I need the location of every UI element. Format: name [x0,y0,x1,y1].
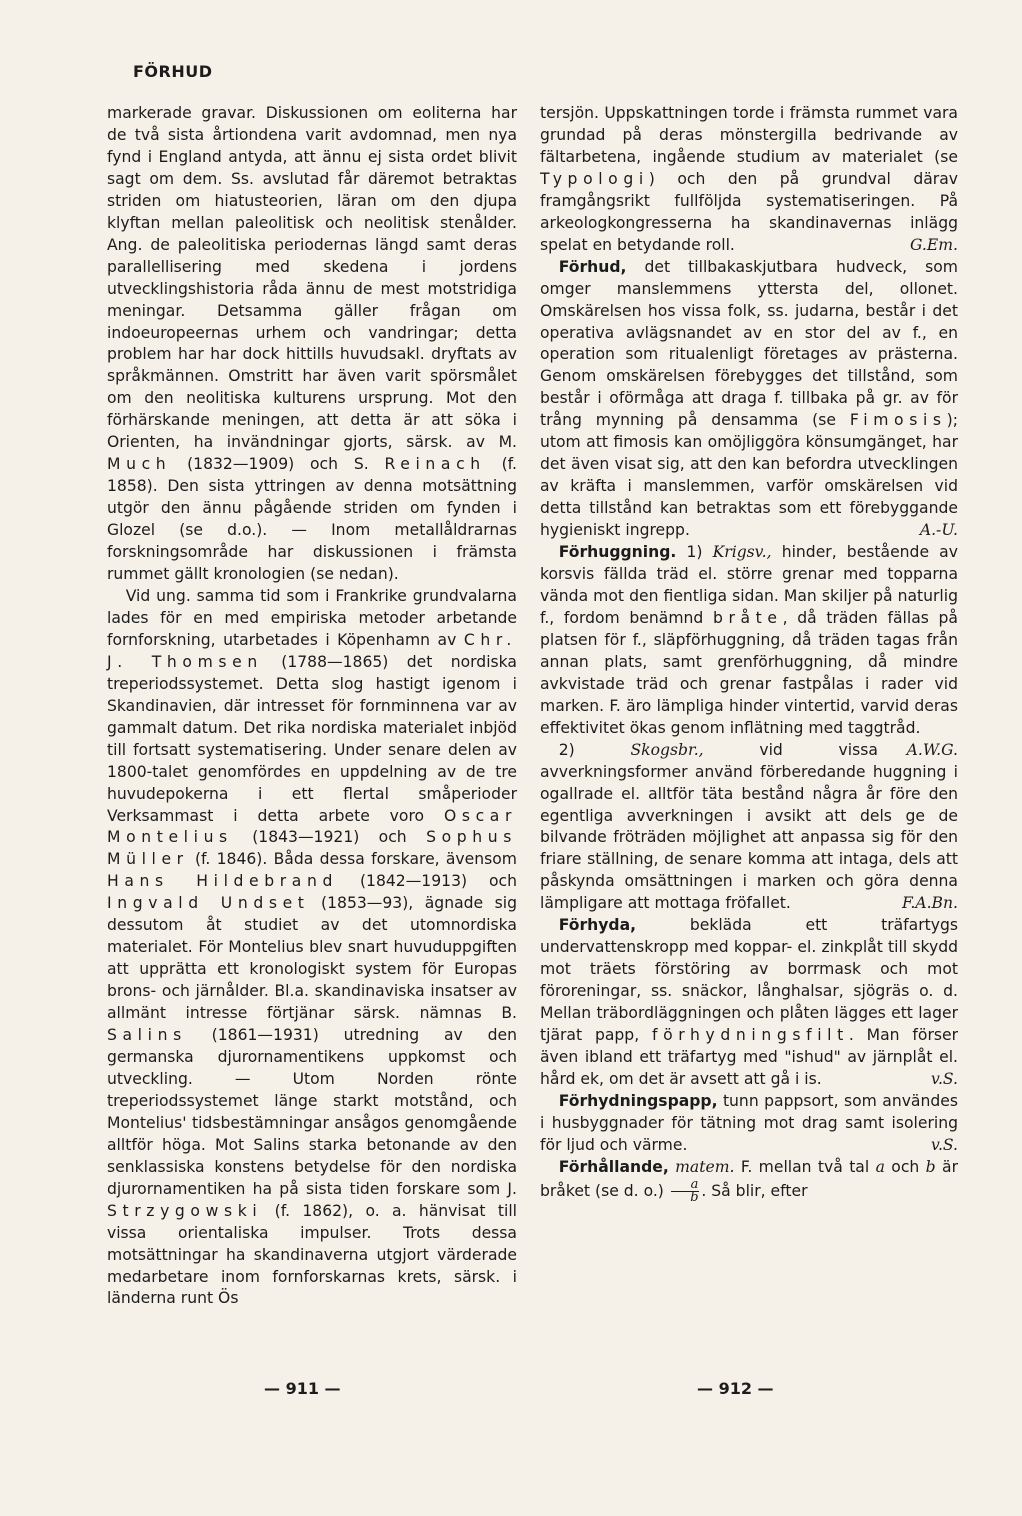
author-signature: v.S. [931,1135,958,1154]
subject-field: Skogsbr., [630,740,704,759]
entry-forhuggning-sense-2 [540,740,958,916]
headword-forhud: Förhud, [558,257,627,276]
text-run: ); utom att fimosis kan omöjliggöra könsumgänget, har det även visat sig, att den kan befordra utvecklingen av kräfta i manslemmen, varför omskärelsen vid detta tillstånd kan betraktas som ett förebyggande hygieniskt ingrepp. [540,411,958,540]
variable-a: a [875,1157,885,1176]
text-run: (f. 1858). Den sista yttringen av denna motsättning utgör den ännu pågående striden om fynden i Glozel (se d.o.). — Inom metallåldrarnas forskningsområde har diskussionen i främsta rummet gällt kronologien (se nedan). [107,455,517,584]
text-run: (1788—1865) det nordiska treperiodssystemet. Detta slog hastigt igenom i Skandinavien, där intresset för fornminnena var av gammalt datum. Det rika nordiska materialet inbjöd till fortsatt systematisering. Under senare delen av 1800-talet genomfördes en uppdelning av de tre huvudepokerna i ett flertal småperioder Verksammast i detta arbete voro [107,652,517,825]
text-run: Vid ung. samma tid som i Frankrike grundvalarna lades för en med empiriska metoder arbetande fornforskning, utarbetades i Köpenhamn av [107,586,517,649]
person-name-undset: Ingvald Undset [107,894,310,913]
text-run: (1842—1913) och [359,872,517,891]
text-run: tunn pappsort, som användes i husbyggnader för tätning mot drag samt isolering för ljud och värme. [540,1091,958,1154]
page-number-right: — 912 — [697,1379,774,1398]
person-name-strzygowski: Strzygowski [107,1201,263,1220]
person-name-much: Much [107,455,172,474]
paragraph-nordic-research [107,586,517,1310]
subject-field: matem. [675,1157,735,1176]
text-run: vid vissa avverkningsformer använd förberedande huggning i ogallrade el. alltför täta bestånd några år före den egentliga avverkningen i avsikt att dels ge de bilvande fröträden möjlighet att anpassa sig för den friare ställning, de senare komma att intaga, dels att påskynda omsättningen i marken och göra denna lämpligare att mottaga fröfallet. [540,740,958,913]
running-title: FÖRHUD [133,62,213,81]
headword-forhydningspapp: Förhydningspapp, [558,1091,718,1110]
text-run: . Så blir, efter [701,1181,808,1200]
text-run: tersjön. Uppskattningen torde i främsta rummet vara grundad på deras mönstergilla bedrivande av fältarbetena, ingående studium av materialet (se [540,104,958,166]
headword-forhyda: Förhyda, [558,916,637,935]
author-signature: A.-U. [919,521,958,540]
person-name-reinach: Reinach [384,455,486,474]
text-run: är bråket (se d. o.) [540,1157,959,1200]
text-run: ) och den på grundval därav framgångsrikt fullföljda systematiseringen. På arkeologkongresserna ha skandinavernas inlägg spelat en betydande roll. [540,169,958,254]
author-signature: F.A.Bn. [901,894,958,913]
text-run: och [891,1157,920,1176]
sense-number: 1) [686,543,703,562]
fraction-numerator: a [671,1179,699,1192]
fraction-denominator: b [690,1189,699,1205]
text-run: (f. 1862), o. a. hänvisat till vissa orientaliska impulser. Trots dessa motsättningar ha skandinaverna utgjort värderade medarbetare inom fornforskarnas krets, särsk. i länderna runt Ös [107,1201,517,1308]
text-run: (1853—93), ägnade sig dessutom åt studiet av det utomnordiska materialet. För Montelius blev snart huvuduppgiften att upprätta ett kronologiskt system för Europas brons- och järnålder. Bl.a. skandinaviska insatser av allmänt intresse förtjänar särsk. nämnas B. [107,894,517,1023]
author-signature: A.W.G. [906,740,958,759]
variable-b: b [925,1157,936,1176]
text-run: det tillbakaskjutbara hudveck, som omger manslemmens yttersta del, ollonet. Omskärelsen hos vissa folk, ss. judarna, består i det operativa avlägsnandet av en stor del av f., en operation som ritualenligt företages av prästerna. Genom omskärelsen förebygges det tillstånd, som består i oförmåga att draga f. tillbaka på gr. av för trång mynning på densamma (se [540,257,958,430]
headword-forhallande: Förhållande, [558,1157,669,1176]
text-run: F. mellan två tal [740,1157,870,1176]
cross-reference-fimosis[interactable]: Fimosis [849,411,947,430]
text-run: , då träden fällas på platsen för f., släpförhuggning, då träden tagas från annan plats, samt grenförhuggning, då mindre avkvistade träd och grenar fastpålas i rader vid marken. F. äro lämpliga hinder vintertid, varvid deras effektivitet ökas genom inflätning med taggtråd. [540,608,958,737]
text-run: . Man förser även ibland ett träfartyg med "ishud" av järnplåt el. hård ek, om det är avsett att gå i is. [540,1026,958,1088]
paragraph-eoliths [107,103,517,586]
sense-number: 2) [558,740,575,759]
author-signature: G.Em. [910,235,958,254]
text-run: bekläda ett träfartygs undervattenskropp med koppar- el. zinkplåt till skydd mot träets förstöring av borrmask och mot föroreningar, ss. snäckor, långhalsar, sjögräs o. d. Mellan träbordläggningen och plåten lägges ett lager tjärat papp, [540,916,958,1045]
headword-forhuggning: Förhuggning. [558,543,677,562]
subject-field: Krigsv., [712,543,772,562]
page-number-left: — 911 — [264,1379,341,1398]
text-run: markerade gravar. Diskussionen om eoliterna har de två sista årtiondena varit avdomnad, men nya fynd i England antyda, att ännu ej sista ordet blivit sagt om dem. Ss. avslutad får däremot betraktas striden om hiatusteorien, läran om den djupa klyftan mellan paleolitisk och neolitisk stenålder. Ang. de paleolitiska periodernas längd samt deras parallellisering med skedena i jordens utvecklingshistoria råda ännu de mest motstridiga meningar. Detsamma gäller frågan om indoeuropeernas urhem och vandringar; detta problem har har dock hittills huvudsakl. dryftats av språkmännen. Omstritt har även varit spörsmålet om den neolitiska kulturens ursprung. Mot den förhärskande meningen, att detta är att söka i Orienten, ha invändningar gjorts, särsk. av M. [107,104,517,452]
entry-forhydningspapp [540,1091,958,1157]
left-column [107,103,517,1310]
text-run: (1843—1921) och [252,828,407,847]
right-column [540,103,958,1204]
term-forhydningsfilt: förhydningsfilt [652,1026,849,1045]
text-run: (f. 1846). Båda dessa forskare, ävensom [194,850,517,869]
author-signature: v.S. [931,1069,958,1088]
cross-reference-typologi[interactable]: Typologi [540,169,649,188]
person-name-hildebrand: Hans Hildebrand [107,872,338,891]
paragraph-continuation [540,103,958,257]
entry-forhyda [540,915,958,1091]
entry-forhud [540,257,958,542]
text-run: (1832—1909) och S. [187,455,369,474]
person-name-muller: Sophus Müller [107,828,517,869]
fraction-a-over-b [671,1176,699,1205]
person-name-montelius: Oscar Montelius [107,806,518,847]
text-run: (1861—1931) utredning av den germanska djurornamentikens uppkomst och utveckling. — Utom Norden rönte treperiodssystemet länge starkt motstånd, och Montelius' tidsbestämningar ansågos genomgående alltför höga. Mot Salins starka betonande av den senklassiska konstens betydelse för den nordiska djurornamentiken ha på sista tiden forskare som J. [107,1026,517,1198]
term-brate: bråte [712,608,783,627]
person-name-salin: Salins [107,1026,187,1045]
person-name-thomsen: Chr. J. Thomsen [107,630,517,671]
text-run: hinder, bestående av korsvis fällda träd el. större grenar med topparna vända mot den fientliga sidan. Man skiljer på naturlig f., fordom benämnd [540,543,958,627]
entry-forhallande [540,1157,958,1204]
